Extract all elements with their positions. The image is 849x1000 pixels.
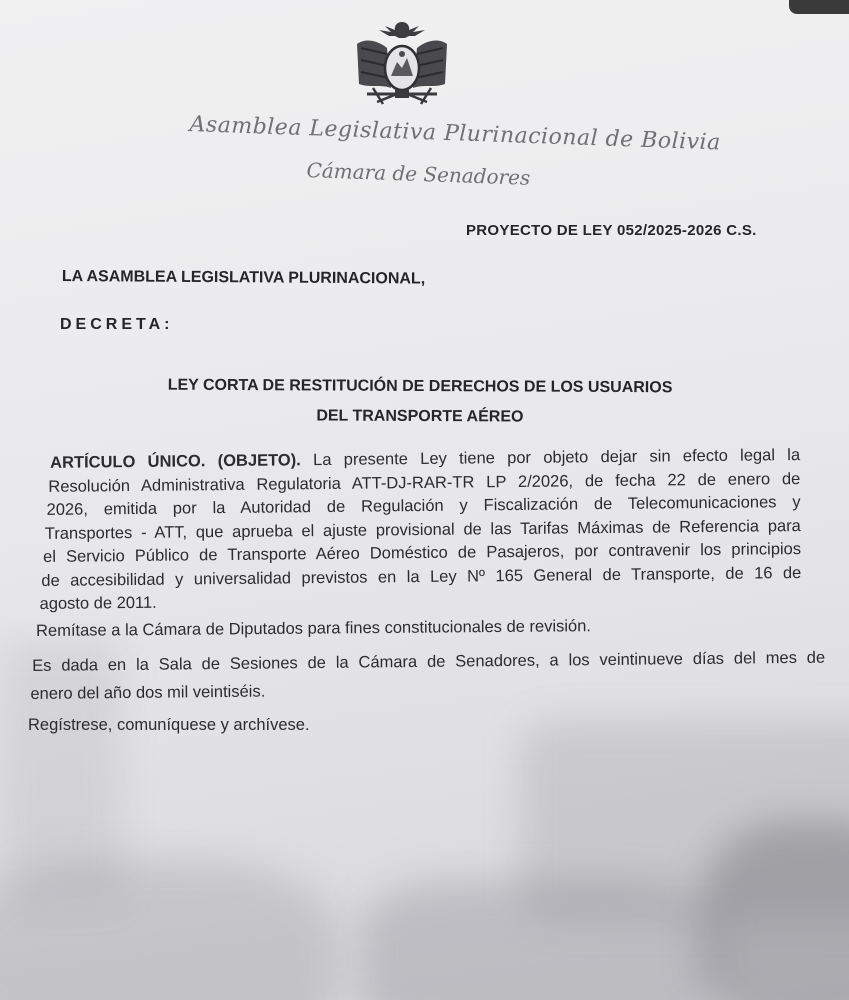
given-statement [30,644,826,708]
assembly-heading: LA ASAMBLEA LEGISLATIVA PLURINACIONAL, [61,268,426,288]
article-label: ARTÍCULO ÚNICO. (OBJETO). [50,451,301,472]
chamber-subtitle-line: Cámara de Senadores [306,158,531,190]
coat-of-arms-icon [347,18,457,110]
remit-statement: Remítase a la Cámara de Diputados para fines constitucionales de revisión. [36,617,592,640]
article-line: el Servicio Público de Transporte Aéreo Doméstico de Pasajeros, por contravenir los principios [43,540,802,566]
article-line: Resolución Administrativa Regulatoria ATT-DJ-RAR-TR LP 2/2026, de fecha 22 de enero de [48,469,801,496]
register-statement: Regístrese, comuníquese y archívese. [28,716,310,734]
law-title-line: DEL TRANSPORTE AÉREO [316,407,524,426]
article-text: La presente Ley tiene por objeto dejar sin efecto legal la [312,446,801,470]
article-line: 2026, emitida por la Autoridad de Regulación y Fiscalización de Telecomunicaciones y [46,493,801,519]
bill-reference: PROYECTO DE LEY 052/2025-2026 C.S. [466,222,757,239]
article-line: agosto de 2011. [39,593,157,613]
law-title-line: LEY CORTA DE RESTITUCIÓN DE DERECHOS DE LOS USUARIOS [167,376,673,397]
paper-shadow [520,720,849,920]
given-line: Es dada en la Sala de Sesiones de la Cámara de Senadores, a los veintinueve días del mes de [32,648,826,675]
article-line: Transportes - ATT, que aprueba el ajuste provisional de las Tarifas Máximas de Referencia para [44,516,801,543]
paper-shadow [360,880,720,1000]
article-paragraph [38,444,802,616]
chamber-name-line: Asamblea Legislativa Plurinacional de Bolivia [189,112,722,156]
paper-shadow [0,860,340,1000]
decree-heading: DECRETA: [60,316,174,333]
given-line: enero del año dos mil veintiséis. [30,682,266,703]
article-line: de accesibilidad y universalidad previstos en la Ley Nº 165 General de Transporte, de 16 de [41,563,802,590]
paper-shadow [700,820,849,1000]
law-title [130,370,710,433]
background-edge [789,0,849,14]
